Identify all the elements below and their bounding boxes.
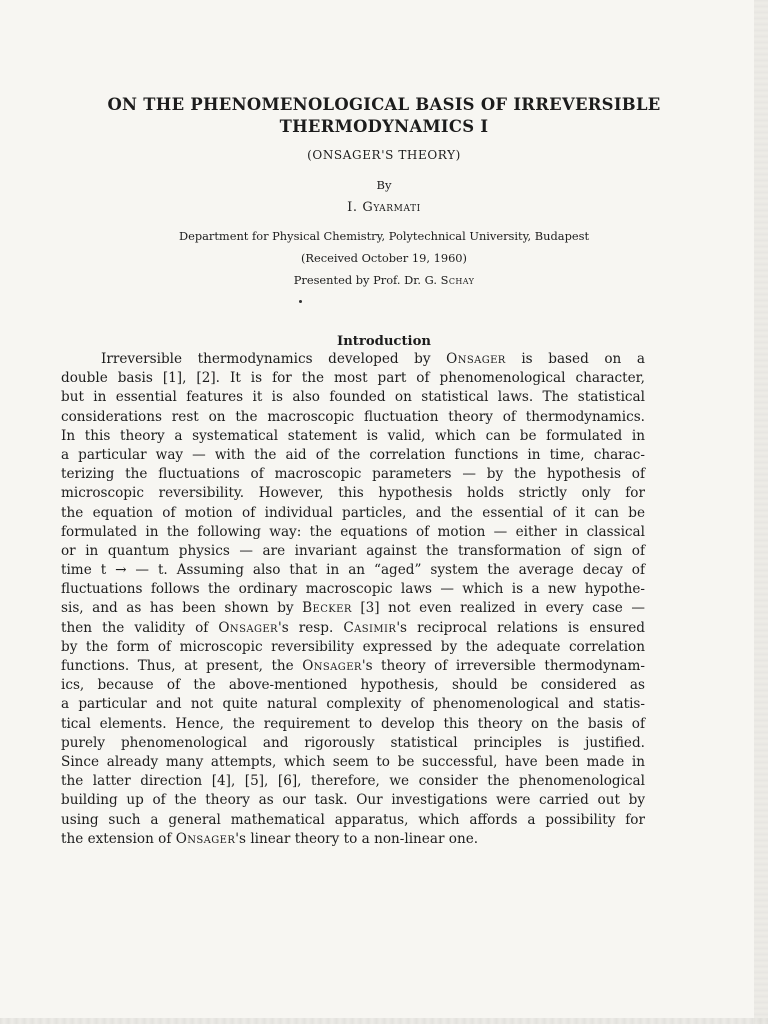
body-line: by the form of microscopic reversibility expressed by the adequate correlation <box>61 638 645 655</box>
title-line-1: ON THE PHENOMENOLOGICAL BASIS OF IRREVERSIBLE <box>107 95 661 114</box>
body-line: a particular and not quite natural complexity of phenomenological and statis- <box>61 696 645 713</box>
body-line: tical elements. Hence, the requirement to develop this theory on the basis of <box>61 715 645 732</box>
scan-edge-right <box>754 0 768 1024</box>
body-line: but in essential features it is also founded on statistical laws. The statistical <box>61 389 645 406</box>
presented-prefix: Presented by Prof. Dr. G. <box>293 273 441 287</box>
by-line: By <box>376 178 392 192</box>
body-line: Irreversible thermodynamics developed by Onsager is based on a <box>101 351 646 367</box>
body-line: formulated in the following way: the equations of motion — either in classical <box>61 523 645 540</box>
title-line-2: THERMODYNAMICS I <box>279 117 489 136</box>
body-line: purely phenomenological and rigorously statistical principles is justified. <box>61 734 645 751</box>
received-date: (Received October 19, 1960) <box>300 251 468 265</box>
body-line: microscopic reversibility. However, this hypothesis holds strictly only for <box>61 485 645 502</box>
body-line: using such a general mathematical apparatus, which affords a possibility for <box>61 811 645 828</box>
body-line: the latter direction [4], [5], [6], therefore, we consider the phenomenological <box>61 773 645 790</box>
body-line: building up of the theory as our task. Our investigations were carried out by <box>61 792 645 809</box>
body-line: sis, and as has been shown by Becker [3] not even realized in every case — <box>61 600 645 617</box>
section-heading: Introduction <box>337 333 431 349</box>
paper-title <box>40 94 728 138</box>
presented-by <box>40 273 728 287</box>
body-line: time t → — t. Assuming also that in an “aged” system the average decay of <box>61 562 645 579</box>
body-line: fluctuations follows the ordinary macroscopic laws — which is a new hypothe- <box>61 581 645 598</box>
presenter-name: Schay <box>440 273 475 287</box>
body-line: In this theory a systematical statement is valid, which can be formulated in <box>61 427 645 444</box>
body-line: Since already many attempts, which seem to be successful, have been made in <box>61 753 645 770</box>
body-paragraph <box>61 350 645 849</box>
body-line: a particular way — with the aid of the correlation functions in time, charac- <box>61 446 645 463</box>
affiliation: Department for Physical Chemistry, Polytechnical University, Budapest <box>178 229 590 243</box>
scan-edge-bottom <box>0 1018 768 1024</box>
paper-subtitle: (ONSAGER'S THEORY) <box>307 148 461 162</box>
body-line: then the validity of Onsager's resp. Casimir's reciprocal relations is ensured <box>61 619 646 636</box>
author-name: I. Gyarmati <box>347 200 421 215</box>
body-line: double basis [1], [2]. It is for the most part of phenomenological character, <box>61 370 645 387</box>
body-line: or in quantum physics — are invariant against the transformation of sign of <box>61 542 645 559</box>
body-line: terizing the fluctuations of macroscopic parameters — by the hypothesis of <box>61 466 645 483</box>
body-line: the equation of motion of individual particles, and the essential of it can be <box>61 504 645 521</box>
body-line: considerations rest on the macroscopic fluctuation theory of thermodynamics. <box>61 408 645 425</box>
body-line: ics, because of the above-mentioned hypothesis, should be considered as <box>61 677 645 694</box>
body-line: the extension of Onsager's linear theory to a non-linear one. <box>61 830 479 847</box>
ink-speck <box>299 300 302 303</box>
body-line: functions. Thus, at present, the Onsager's theory of irreversible thermodynam- <box>61 658 645 674</box>
